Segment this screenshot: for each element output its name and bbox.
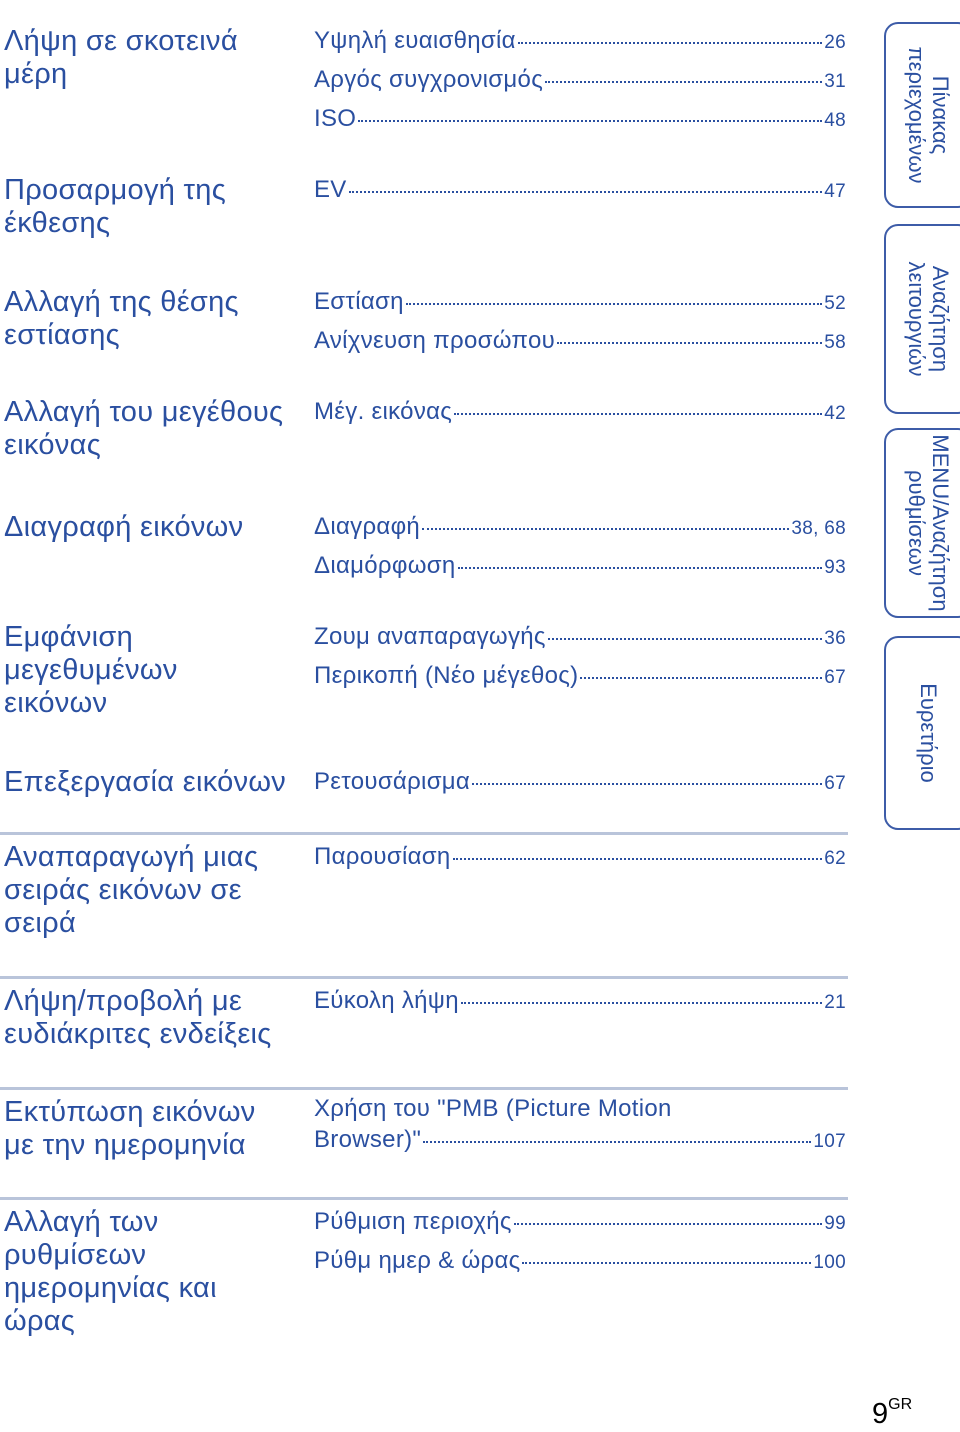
tab-label bbox=[916, 683, 940, 783]
index-entry[interactable] bbox=[314, 100, 846, 139]
entry-list bbox=[314, 982, 846, 1021]
page-reference[interactable]: 31 bbox=[824, 71, 846, 92]
category-line: μέρη bbox=[4, 58, 68, 90]
tab-label bbox=[904, 46, 952, 183]
entry-label: ISO bbox=[314, 105, 357, 132]
dot-leader bbox=[453, 858, 823, 860]
index-entry[interactable] bbox=[314, 838, 846, 877]
dot-leader bbox=[454, 413, 822, 415]
category-line: με την ημερομηνία bbox=[4, 1129, 246, 1161]
category-label bbox=[4, 286, 304, 352]
entry-label: EV bbox=[314, 176, 347, 203]
entry-list bbox=[314, 22, 846, 139]
tab-table-of-contents[interactable] bbox=[884, 22, 960, 208]
dot-leader bbox=[458, 567, 823, 569]
page-number-value: 9 bbox=[872, 1398, 889, 1430]
entry-list bbox=[314, 763, 846, 802]
dot-leader bbox=[557, 342, 822, 344]
category-line: Λήψη/προβολή με bbox=[4, 985, 243, 1017]
entry-list bbox=[314, 838, 846, 877]
category-label bbox=[4, 1096, 304, 1162]
category-line: σειρά bbox=[4, 907, 77, 939]
entry-label: Μέγ. εικόνας bbox=[314, 398, 453, 425]
index-entry[interactable] bbox=[314, 1093, 846, 1157]
page-reference[interactable]: 36 bbox=[824, 628, 846, 649]
category-line: Διαγραφή εικόνων bbox=[4, 511, 244, 543]
entry-label: Χρήση του "PMB (Picture Motion bbox=[314, 1095, 672, 1122]
category-line: Αλλαγή των bbox=[4, 1206, 159, 1238]
category-label bbox=[4, 174, 304, 240]
page-reference[interactable]: 42 bbox=[824, 403, 846, 424]
page-reference[interactable]: 58 bbox=[824, 332, 846, 353]
page-reference[interactable]: 93 bbox=[824, 557, 846, 578]
tab-search-functions[interactable] bbox=[884, 224, 960, 414]
category-line: ώρας bbox=[4, 1305, 76, 1337]
dot-leader bbox=[522, 1262, 811, 1264]
entry-list bbox=[314, 171, 846, 210]
entry-label: Ζουμ αναπαραγωγής bbox=[314, 623, 546, 650]
entry-list bbox=[314, 618, 846, 696]
tab-label bbox=[904, 434, 952, 611]
index-row bbox=[0, 1087, 848, 1161]
tab-label-line: Αναζήτηση bbox=[928, 265, 953, 373]
index-entry[interactable] bbox=[314, 22, 846, 61]
index-entry[interactable] bbox=[314, 982, 846, 1021]
index-row bbox=[0, 976, 848, 1050]
tab-label-line: MENU/Αναζήτηση bbox=[928, 434, 953, 612]
dot-leader bbox=[472, 783, 822, 785]
entry-label: Εύκολη λήψη bbox=[314, 987, 459, 1014]
dot-leader bbox=[580, 677, 822, 679]
dot-leader bbox=[461, 1002, 822, 1004]
index-entry[interactable] bbox=[314, 508, 846, 547]
category-label bbox=[4, 841, 304, 940]
index-entry[interactable] bbox=[314, 1203, 846, 1242]
page-reference[interactable]: 48 bbox=[824, 110, 846, 131]
index-entry[interactable] bbox=[314, 393, 846, 432]
category-line: σειράς εικόνων σε bbox=[4, 874, 242, 906]
dot-leader bbox=[518, 42, 822, 44]
dot-leader bbox=[545, 81, 822, 83]
category-line: εστίασης bbox=[4, 319, 120, 351]
category-line: ευδιάκριτες ενδείξεις bbox=[4, 1018, 272, 1050]
entry-list bbox=[314, 393, 846, 432]
category-line: μεγεθυμένων bbox=[4, 654, 178, 686]
category-line: εικόνας bbox=[4, 429, 101, 461]
category-line: ημερομηνίας και bbox=[4, 1272, 217, 1304]
index-entry[interactable] bbox=[314, 1242, 846, 1281]
category-label bbox=[4, 621, 304, 720]
page-reference[interactable]: 47 bbox=[824, 181, 846, 202]
entry-label: Αργός συγχρονισμός bbox=[314, 66, 544, 93]
index-row bbox=[0, 1197, 848, 1337]
dot-leader bbox=[423, 1141, 811, 1143]
entry-line2 bbox=[314, 1124, 846, 1157]
category-line: έκθεσης bbox=[4, 207, 111, 239]
category-line: Αλλαγή της θέσης bbox=[4, 286, 239, 318]
page-reference[interactable]: 62 bbox=[824, 848, 846, 869]
category-label bbox=[4, 766, 304, 799]
page-reference[interactable]: 21 bbox=[824, 992, 846, 1013]
dot-leader bbox=[422, 528, 789, 530]
entry-label: Ανίχνευση προσώπου bbox=[314, 327, 556, 354]
category-line: Λήψη σε σκοτεινά bbox=[4, 25, 238, 57]
entry-label: Ρύθμιση περιοχής bbox=[314, 1208, 512, 1235]
index-entry[interactable] bbox=[314, 283, 846, 322]
category-line: Αλλαγή του μεγέθους bbox=[4, 396, 284, 428]
page-number-suffix: GR bbox=[888, 1396, 913, 1413]
index-entry[interactable] bbox=[314, 763, 846, 802]
dot-leader bbox=[406, 303, 822, 305]
tab-label-line: ρυθμίσεων bbox=[904, 470, 929, 576]
dot-leader bbox=[358, 120, 822, 122]
page-reference[interactable]: 100 bbox=[813, 1252, 846, 1273]
dot-leader bbox=[548, 638, 823, 640]
entry-list bbox=[314, 1093, 846, 1157]
page-reference[interactable]: 26 bbox=[824, 32, 846, 53]
dot-leader bbox=[514, 1223, 823, 1225]
index-row bbox=[0, 832, 848, 939]
tab-label-line: λειτουργιών bbox=[904, 261, 929, 377]
category-line: Επεξεργασία εικόνων bbox=[4, 766, 287, 798]
tab-label bbox=[904, 262, 952, 377]
index-entry[interactable] bbox=[314, 322, 846, 361]
entry-list bbox=[314, 508, 846, 586]
index-entry[interactable] bbox=[314, 657, 846, 696]
category-label bbox=[4, 985, 304, 1051]
index-entry[interactable] bbox=[314, 618, 846, 657]
entry-label: Παρουσίαση bbox=[314, 843, 451, 870]
category-line: Εκτύπωση εικόνων bbox=[4, 1096, 256, 1128]
entry-list bbox=[314, 1203, 846, 1281]
category-line: εικόνων bbox=[4, 687, 108, 719]
tab-index[interactable] bbox=[884, 636, 960, 830]
category-line: ρυθμίσεων bbox=[4, 1239, 147, 1271]
tab-menu-settings-search[interactable] bbox=[884, 428, 960, 618]
entry-list bbox=[314, 283, 846, 361]
tab-label-line: περιεχομένων bbox=[904, 46, 929, 184]
entry-label: Υψηλή ευαισθησία bbox=[314, 27, 516, 54]
entry-label-continued: Browser)" bbox=[314, 1126, 422, 1153]
index-entry[interactable] bbox=[314, 171, 846, 210]
category-label bbox=[4, 1206, 304, 1338]
entry-label: Εστίαση bbox=[314, 288, 404, 315]
page-number bbox=[872, 1398, 912, 1431]
page-reference[interactable]: 99 bbox=[824, 1213, 846, 1234]
index-entry[interactable] bbox=[314, 547, 846, 586]
entry-label: Διαγραφή bbox=[314, 513, 421, 540]
category-label bbox=[4, 25, 304, 91]
category-label bbox=[4, 511, 304, 544]
page-reference[interactable]: 52 bbox=[824, 293, 846, 314]
category-line: Προσαρμογή της bbox=[4, 174, 227, 206]
tab-label-line: Πίνακας bbox=[928, 75, 953, 155]
page-reference[interactable]: 107 bbox=[813, 1131, 846, 1152]
page-reference[interactable]: 38, 68 bbox=[791, 518, 846, 539]
tab-label-line: Ευρετήριο bbox=[916, 683, 941, 783]
page-reference[interactable]: 67 bbox=[824, 773, 846, 794]
category-line: Αναπαραγωγή μιας bbox=[4, 841, 259, 873]
dot-leader bbox=[349, 191, 823, 193]
page-reference[interactable]: 67 bbox=[824, 667, 846, 688]
category-line: Εμφάνιση bbox=[4, 621, 133, 653]
entry-label: Διαμόρφωση bbox=[314, 552, 456, 579]
category-label bbox=[4, 396, 304, 462]
entry-label: Ρετουσάρισμα bbox=[314, 768, 471, 795]
entry-label: Ρύθμ ημερ & ώρας bbox=[314, 1247, 521, 1274]
entry-label: Περικοπή (Νέο μέγεθος) bbox=[314, 662, 579, 689]
index-entry[interactable] bbox=[314, 61, 846, 100]
